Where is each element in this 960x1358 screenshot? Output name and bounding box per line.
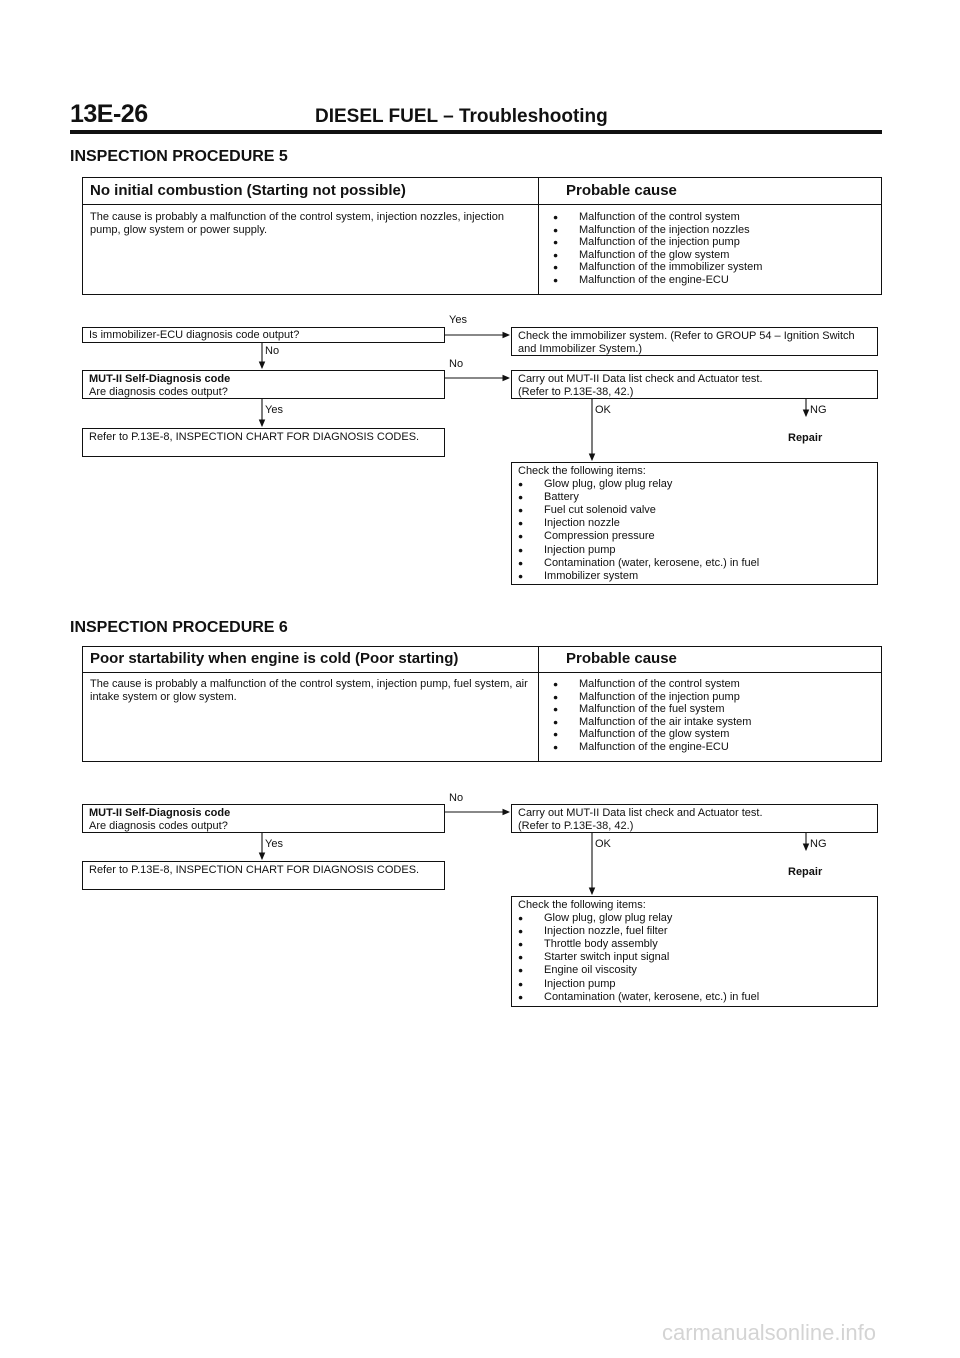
proc5-no1-label: No	[265, 345, 280, 357]
cause-item: ● Malfunction of the injection pump	[553, 691, 873, 704]
proc6-ref: Refer to P.13E-8, INSPECTION CHART FOR DIAGNOSIS CODES.	[89, 864, 420, 876]
proc6-q-bold: MUT-II Self-Diagnosis code	[89, 807, 231, 819]
proc5-yes2-label: Yes	[265, 404, 283, 416]
check-item: ● Battery	[518, 491, 871, 504]
check-item: ● Injection nozzle, fuel filter	[518, 925, 871, 938]
check-item: ● Injection pump	[518, 544, 871, 557]
proc6-symptom: Poor startability when engine is cold (Poor starting)	[90, 650, 459, 667]
cause-item: ● Malfunction of the air intake system	[553, 716, 873, 729]
proc6-q: Are diagnosis codes output?	[89, 819, 228, 832]
proc5-ok-label: OK	[595, 404, 611, 416]
cause-item: ● Malfunction of the engine-ECU	[553, 741, 873, 754]
proc5-q1: Is immobilizer-ECU diagnosis code output?	[89, 329, 300, 341]
cause-item: ● Malfunction of the control system	[553, 211, 873, 224]
check-item: ● Starter switch input signal	[518, 951, 871, 964]
proc6-probable-header: Probable cause	[566, 650, 677, 667]
proc6-check-header: Check the following items:	[518, 899, 646, 911]
proc5-description: The cause is probably a malfunction of the control system, injection nozzles, injection pump, glow system or power supply.	[90, 211, 504, 236]
check-item: ● Injection pump	[518, 978, 871, 991]
check-item: ● Throttle body assembly	[518, 938, 871, 951]
proc6-ng-label: NG	[810, 838, 827, 850]
check-item: ● Injection nozzle	[518, 517, 871, 530]
cause-item: ● Malfunction of the control system	[553, 678, 873, 691]
cause-item: ● Malfunction of the glow system	[553, 728, 873, 741]
cause-item: ● Malfunction of the glow system	[553, 249, 873, 262]
proc5-ng-label: NG	[810, 404, 827, 416]
cause-item: ● Malfunction of the immobilizer system	[553, 261, 873, 274]
proc6-no-label: No	[449, 792, 464, 804]
proc5-ref: Refer to P.13E-8, INSPECTION CHART FOR DIAGNOSIS CODES.	[89, 431, 420, 443]
proc6-description: The cause is probably a malfunction of the control system, injection pump, fuel system, air intake system or glow system.	[90, 678, 528, 703]
cause-item: ● Malfunction of the injection nozzles	[553, 224, 873, 237]
check-item: ● Contamination (water, kerosene, etc.) in fuel	[518, 557, 871, 570]
check-item: ● Fuel cut solenoid valve	[518, 504, 871, 517]
proc6-repair-label: Repair	[788, 866, 823, 878]
proc5-check-header: Check the following items:	[518, 465, 646, 477]
proc5-q2: Are diagnosis codes output?	[89, 385, 228, 398]
proc5-q2-bold: MUT-II Self-Diagnosis code	[89, 373, 231, 385]
proc5-title: INSPECTION PROCEDURE 5	[70, 148, 288, 165]
page-number: 13E-26	[70, 100, 148, 128]
proc5-symptom: No initial combustion (Starting not possible)	[90, 182, 406, 199]
proc5-a1: Check the immobilizer system. (Refer to GROUP 54 – Ignition Switch and Immobilizer System.)	[518, 330, 855, 355]
cause-item: ● Malfunction of the injection pump	[553, 236, 873, 249]
proc6-title: INSPECTION PROCEDURE 6	[70, 619, 288, 636]
proc6-yes-label: Yes	[265, 838, 283, 850]
proc5-yes1-label: Yes	[449, 314, 467, 326]
proc6-a-line1: Carry out MUT-II Data list check and Actuator test.	[518, 807, 763, 819]
proc6-ok-label: OK	[595, 838, 611, 850]
cause-item: ● Malfunction of the fuel system	[553, 703, 873, 716]
proc5-a2-line1: Carry out MUT-II Data list check and Actuator test.	[518, 373, 763, 385]
check-item: ● Immobilizer system	[518, 570, 871, 583]
proc5-no2-label: No	[449, 358, 464, 370]
page-title: DIESEL FUEL – Troubleshooting	[315, 106, 608, 127]
check-item: ● Contamination (water, kerosene, etc.) in fuel	[518, 991, 871, 1004]
proc5-probable-header: Probable cause	[566, 182, 677, 199]
check-item: ● Glow plug, glow plug relay	[518, 478, 871, 491]
check-item: ● Engine oil viscosity	[518, 964, 871, 977]
watermark: carmanualsonline.info	[661, 1320, 876, 1345]
check-item: ● Compression pressure	[518, 530, 871, 543]
check-item: ● Glow plug, glow plug relay	[518, 912, 871, 925]
proc6-a-line2: (Refer to P.13E-38, 42.)	[518, 819, 634, 832]
cause-item: ● Malfunction of the engine-ECU	[553, 274, 873, 287]
proc5-repair-label: Repair	[788, 432, 823, 444]
proc5-a2-line2: (Refer to P.13E-38, 42.)	[518, 385, 634, 398]
